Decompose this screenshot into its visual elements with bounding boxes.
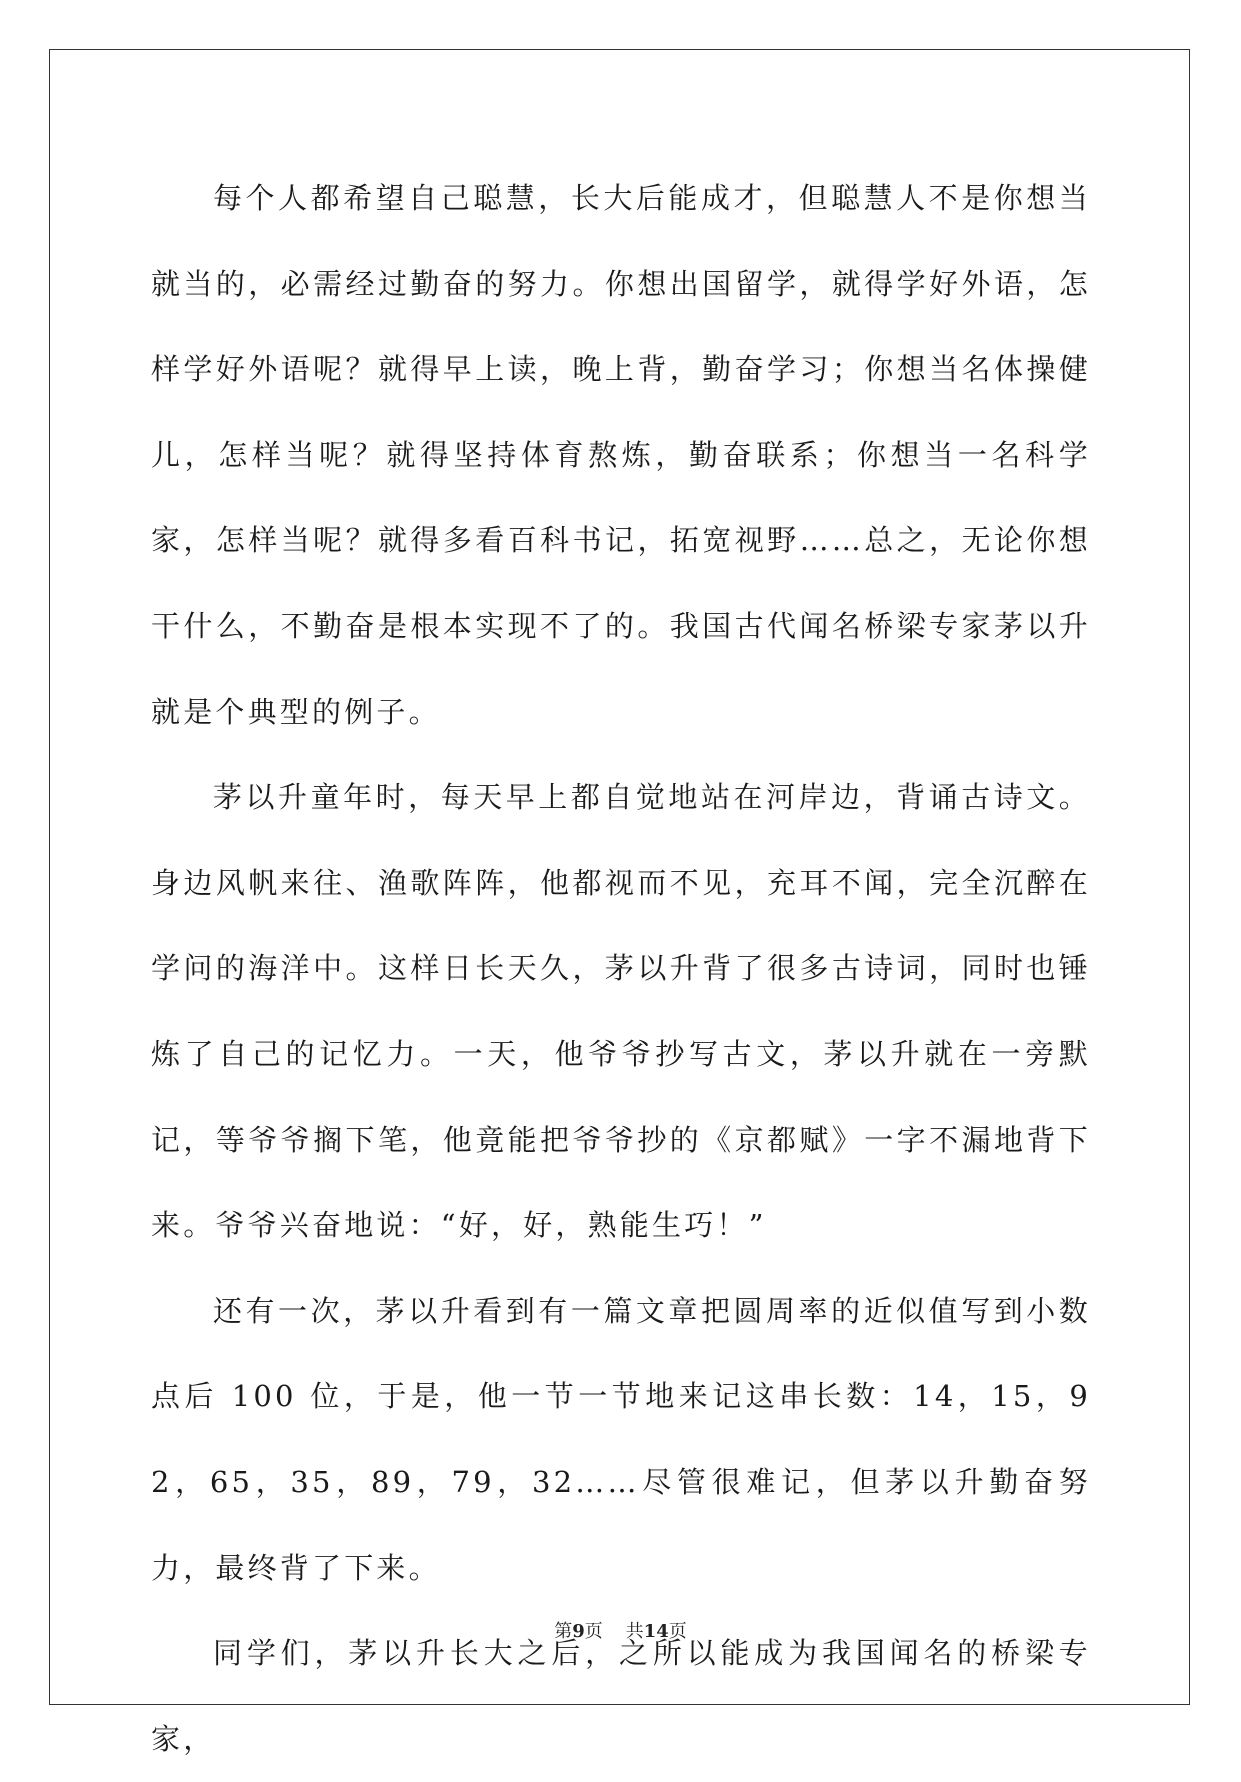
paragraph-2: 茅以升童年时，每天早上都自觉地站在河岸边，背诵古诗文。身边风帆来往、渔歌阵阵，他都视而不见，充耳不闻，完全沉醉在学问的海洋中。这样日长天久，茅以升背了很多古诗词，同时也锤炼了自己的记忆力。一天，他爷爷抄写古文，茅以升就在一旁默记，等爷爷搁下笔，他竟能把爷爷抄的《京都赋》一字不漏地背下来。爷爷兴奋地说：“好，好，熟能生巧！”: [151, 780, 1091, 1243]
total-suffix: 页: [668, 1621, 687, 1642]
total-pages: 14: [643, 1621, 669, 1642]
page-number: 9: [572, 1621, 585, 1642]
page-prefix: 第: [554, 1621, 573, 1642]
total-prefix: 共: [625, 1621, 644, 1642]
paragraph-1: 每个人都希望自己聪慧，长大后能成才，但聪慧人不是你想当就当的，必需经过勤奋的努力。你想出国留学，就得学好外语，怎样学好外语呢？就得早上读，晚上背，勤奋学习；你想当名体操健儿，怎样当呢？就得坚持体育熬炼，勤奋联系；你想当一名科学家，怎样当呢？就得多看百科书记，拓宽视野……总之，无论你想干什么，不勤奋是根本实现不了的。我国古代闻名桥梁专家茅以升就是个典型的例子。: [151, 181, 1091, 729]
document-body: [151, 156, 1091, 1782]
page-suffix: 页: [584, 1621, 603, 1642]
paragraph-3: 还有一次，茅以升看到有一篇文章把圆周率的近似值写到小数点后 100 位，于是，他一节一节地来记这串长数：14，15，92，65，35，89，79，32……尽管很难记，但茅以升勤奋努力，最终背了下来。: [151, 1293, 1091, 1585]
page-footer: [0, 1617, 1241, 1643]
paragraph-4: 同学们，茅以升长大之后，之所以能成为我国闻名的桥梁专家，: [151, 1636, 1091, 1756]
